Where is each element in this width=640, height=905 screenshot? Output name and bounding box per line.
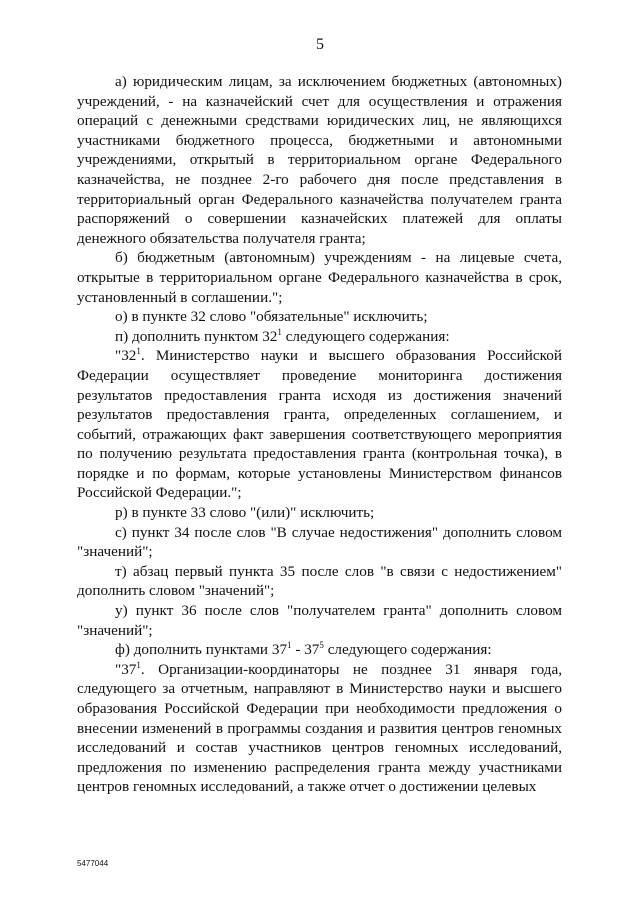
superscript: 1 <box>136 659 141 670</box>
document-body <box>77 72 562 797</box>
clause-number: "32 <box>115 347 137 365</box>
paragraph-o: о) в пункте 32 слово "обязательные" исключить; <box>115 308 428 326</box>
paragraph-p-tail: следующего содержания: <box>281 327 450 345</box>
paragraph-f-text: ф) дополнить пунктами 37 <box>115 641 288 659</box>
paragraph-p <box>77 327 562 347</box>
paragraph-37-1 <box>77 660 562 797</box>
clause-text: . Организации-координаторы не позднее 31 января года, следующего за отчетным, направляют в Министерство науки и высшего образования Российской Федерации при необходимости предложения о внесении изменений в программы создания и развития центров геномных исследований и состав участников центров геномных исследований, предложения по изменению распределения гранта между участниками центров геномных исследований, а также отчет о достижении целевых <box>77 660 562 796</box>
paragraph-u: у) пункт 36 после слов "получателем гранта" дополнить словом "значений"; <box>77 602 562 639</box>
paragraph-s: с) пункт 34 после слов "В случае недостижения" дополнить словом "значений"; <box>77 523 562 561</box>
paragraph-a: а) юридическим лицам, за исключением бюджетных (автономных) учреждений, - на казначейский счет для осуществления и отражения операций с денежными средствами юридических лиц, не являющихся участниками бюджетного процесса, бюджетными и автономными учреждениями, открытый в территориальном органе Федерального казначейства, не позднее 2-го рабочего дня после представления в территориальный орган Федерального казначейства получателем гранта распоряжений о совершении казначейских платежей для оплаты денежного обязательства получателя гранта; <box>77 73 562 247</box>
superscript: 1 <box>136 346 141 357</box>
superscript: 1 <box>277 326 282 337</box>
clause-text: . Министерство науки и высшего образования Российской Федерации осуществляет проведение мониторинга достижения результатов предоставления гранта исходя из достижения значений результатов предоставления гранта, определенных соглашением, и событий, отражающих факт завершения соответствующего мероприятия по получению результата предоставления гранта (контрольная точка), в порядке и по формам, которые установлены Министерством финансов Российской Федерации."; <box>77 347 562 502</box>
paragraph-t: т) абзац первый пункта 35 после слов "в связи с недостижением" дополнить словом "значений"; <box>77 562 562 600</box>
paragraph-f-tail: следующего содержания: <box>323 641 492 659</box>
page-number: 5 <box>316 36 324 53</box>
document-code: 5477044 <box>77 859 109 868</box>
superscript: 5 <box>319 640 324 651</box>
paragraph-32-1 <box>77 346 562 503</box>
paragraph-f-mid: - 37 <box>291 641 320 659</box>
paragraph-f <box>77 640 562 660</box>
paragraph-b: б) бюджетным (автономным) учреждениям - на лицевые счета, открытые в территориальном органе Федерального казначейства в срок, установленный в соглашении."; <box>77 249 562 306</box>
paragraph-r: р) в пункте 33 слово "(или)" исключить; <box>115 504 375 522</box>
paragraph-p-text: п) дополнить пунктом 32 <box>115 327 278 345</box>
superscript: 1 <box>287 640 292 651</box>
clause-number: "37 <box>115 660 137 678</box>
